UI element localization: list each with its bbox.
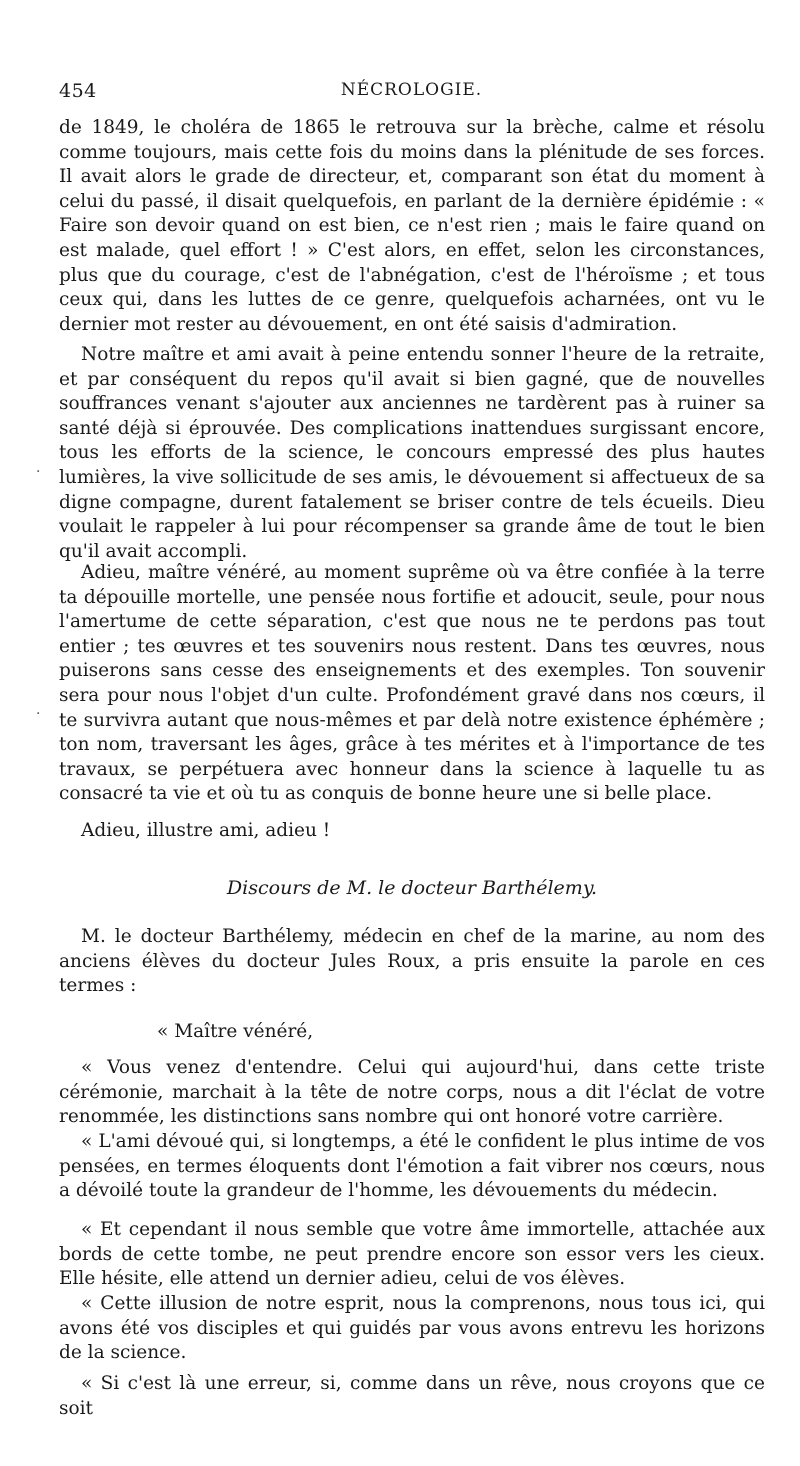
paragraph-text: M. le docteur Barthélemy, médecin en chef de la marine, au nom des anciens élèves du docteur Jules Roux, a pris ensuite la parole en ces termes : (59, 926, 765, 997)
paragraph-text: de 1849, le choléra de 1865 le retrouva sur la brèche, calme et résolu comme toujours, mais cette fois du moins dans la plénitude de ses forces. Il avait alors le grade de directeur, et, comparant son état du moment à celui du passé, il disait quelquefois, en parlant de la dernière épidémie : « Faire son devoir quand on est bien, ce n'est rien ; mais le faire quand on est malade, quel effort ! » C'est alors, en effet, selon les circonstances, plus que du courage, c'est de l'abnégation, c'est de l'héroïsme ; et tous ceux qui, dans les luttes de ce genre, quelquefois acharnées, ont vu le dernier mot rester au dévouement, en ont été saisis d'admiration. (59, 117, 765, 335)
paragraph-text: Adieu, illustre ami, adieu ! (81, 820, 331, 841)
paragraph-text: Notre maître et ami avait à peine entendu sonner l'heure de la retraite, et par conséquent du repos qu'il avait si bien gagné, que de nouvelles souffrances venant s'ajouter aux anciennes ne tardèrent pas à ruiner sa santé déjà si éprouvée. Des complications inattendues surgissant encore, tous les efforts de la science, le concours empressé des plus hautes lumières, la vive sollicitude de ses amis, le dévouement si affectueux de sa digne compagne, durent fatalement se briser contre de tels écueils. Dieu voulait le rappeler à lui pour récompenser sa grande âme de tout le bien qu'il avait accompli. (59, 344, 765, 562)
paragraph-text: « Cette illusion de notre esprit, nous la comprenons, nous tous ici, qui avons été vos disciples et qui guidés par vous avons entrevu les horizons de la science. (59, 1293, 765, 1364)
speech-paragraph-4 (59, 1292, 765, 1366)
paragraph-text: « Si c'est là une erreur, si, comme dans un rêve, nous croyons que ce soit (59, 1373, 765, 1419)
speech-paragraph-2 (59, 1130, 765, 1204)
paragraph-text: « Et cependant il nous semble que votre âme immortelle, attachée aux bords de cette tombe, ne peut prendre encore son essor vers les cieux. Elle hésite, elle attend un dernier adieu, celui de vos élèves. (59, 1219, 765, 1290)
paragraph-retirement (59, 343, 765, 564)
paragraph-text: « Vous venez d'entendre. Celui qui aujourd'hui, dans cette triste cérémonie, marchait à la tête de notre corps, nous a dit l'éclat de votre renommée, les distinctions sans nombre qui ont honoré votre carrière. (59, 1057, 765, 1128)
speech-paragraph-1 (59, 1056, 765, 1130)
running-title: NÉCROLOGIE. (340, 80, 483, 100)
speech-paragraph-5 (59, 1372, 765, 1421)
running-head (59, 80, 764, 106)
page-number: 454 (59, 80, 97, 102)
paragraph-text: « L'ami dévoué qui, si longtemps, a été le confident le plus intime de vos pensées, en termes éloquents dont l'émotion a fait vibrer nos cœurs, nous a dévoilé toute la grandeur de l'homme, les dévouements du médecin. (59, 1131, 765, 1202)
paragraph-farewell (59, 561, 765, 807)
speech-paragraph-3 (59, 1218, 765, 1292)
section-intro (59, 925, 765, 999)
paragraph-continuation (59, 116, 765, 337)
speech-salutation: « Maître vénéré, (157, 1021, 314, 1042)
paragraph-final-adieu (59, 819, 765, 844)
margin-dot-icon: · (36, 706, 41, 722)
margin-dot-icon: · (36, 464, 41, 480)
paragraph-text: Adieu, maître vénéré, au moment suprême où va être confiée à la terre ta dépouille mortelle, une pensée nous fortifie et adoucit, seule, pour nous l'amertume de cette séparation, c'est que nous ne te perdons pas tout entier ; tes œuvres et tes souvenirs nous restent. Dans tes œuvres, nous puiserons sans cesse des enseignements et des exemples. Ton souvenir sera pour nous l'objet d'un culte. Profondément gravé dans nos cœurs, il te survivra autant que nous-mêmes et par delà notre existence éphémère ; ton nom, traversant les âges, grâce à tes mérites et à l'importance de tes travaux, se perpétuera avec honneur dans la science à laquelle tu as consacré ta vie et où tu as conquis de bonne heure une si belle place. (59, 562, 765, 805)
section-heading: Discours de M. le docteur Barthélemy. (226, 877, 598, 899)
